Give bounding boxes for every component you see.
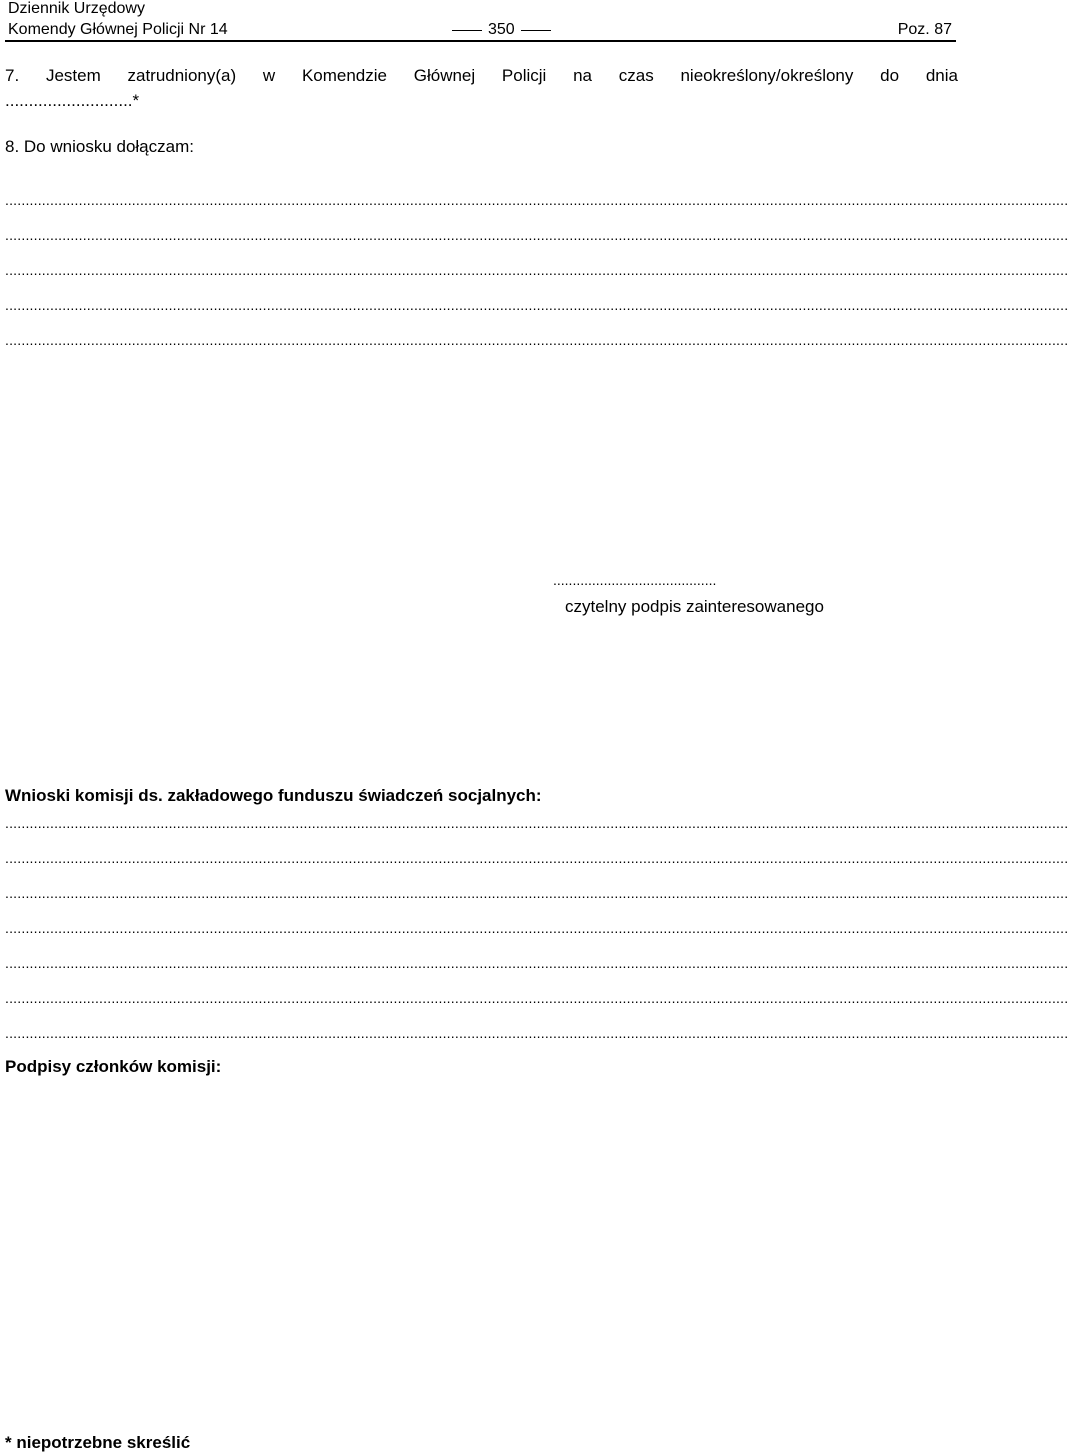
attachments-line: .................................................................................................................................................................................................................................................................... xyxy=(5,297,1068,313)
commission-line: .................................................................................................................................................................................................................................................................... xyxy=(5,850,1068,866)
commission-line: .................................................................................................................................................................................................................................................................... xyxy=(5,955,1068,971)
attachments-line: .................................................................................................................................................................................................................................................................... xyxy=(5,227,1068,243)
header-divider xyxy=(5,40,956,42)
commission-line: .................................................................................................................................................................................................................................................................... xyxy=(5,990,1068,1006)
page-number xyxy=(446,20,557,40)
item-7-word: zatrudniony(a) xyxy=(127,66,237,85)
item-7-word: na xyxy=(573,66,592,85)
commission-conclusions-heading: Wnioski komisji ds. zakładowego funduszu świadczeń socjalnych: xyxy=(5,786,542,805)
page-number-value: 350 xyxy=(488,21,515,38)
position-number: Poz. 87 xyxy=(897,21,952,38)
commission-line: .................................................................................................................................................................................................................................................................... xyxy=(5,885,1068,901)
item-7-word: Policji xyxy=(501,66,547,85)
item-7-word: dnia xyxy=(925,66,958,85)
signature-line: .......................................... xyxy=(553,572,717,588)
dash-right xyxy=(521,30,551,31)
commission-signatures-heading: Podpisy członków komisji: xyxy=(5,1057,222,1076)
commission-line: .................................................................................................................................................................................................................................................................... xyxy=(5,815,1068,831)
commission-line: .................................................................................................................................................................................................................................................................... xyxy=(5,920,1068,936)
item-7-word: w xyxy=(262,66,276,85)
item-8-attachments-label: 8. Do wniosku dołączam: xyxy=(5,137,194,156)
attachments-line: .................................................................................................................................................................................................................................................................... xyxy=(5,332,1068,348)
commission-line: .................................................................................................................................................................................................................................................................... xyxy=(5,1025,1068,1041)
attachments-line: .................................................................................................................................................................................................................................................................... xyxy=(5,192,1068,208)
item-7-word: 7. xyxy=(5,66,20,85)
signature-label: czytelny podpis zainteresowanego xyxy=(565,597,824,616)
item-7-employment xyxy=(5,66,958,86)
journal-title: Dziennik Urzędowy xyxy=(8,0,145,17)
dash-left xyxy=(452,30,482,31)
attachments-line: .................................................................................................................................................................................................................................................................... xyxy=(5,262,1068,278)
issuer-title: Komendy Głównej Policji Nr 14 xyxy=(8,21,228,38)
footnote: * niepotrzebne skreślić xyxy=(5,1433,191,1452)
item-7-word: czas xyxy=(618,66,654,85)
item-7-word: nieokreślony/określony xyxy=(680,66,854,85)
item-7-word: Głównej xyxy=(413,66,476,85)
item-7-word: Jestem xyxy=(45,66,101,85)
item-7-date-field: ...........................* xyxy=(5,91,140,110)
item-7-word: Komendzie xyxy=(301,66,387,85)
item-7-word: do xyxy=(880,66,900,85)
